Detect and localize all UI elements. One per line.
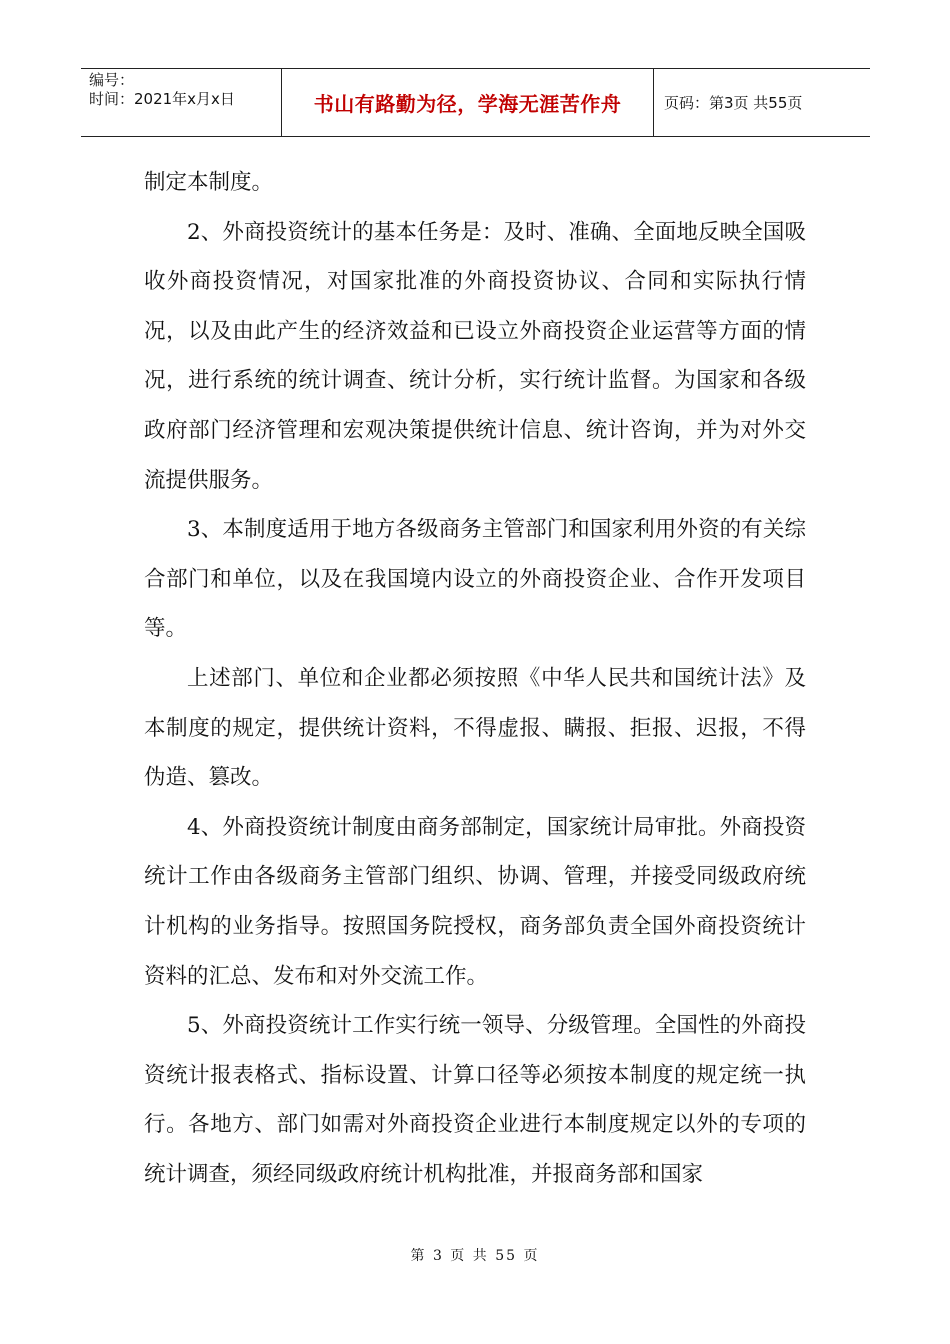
paragraph: 上述部门、单位和企业都必须按照《中华人民共和国统计法》及本制度的规定，提供统计资料，不得虚报、瞒报、拒报、迟报，不得伪造、篡改。 (144, 665, 806, 791)
paragraph: 3、本制度适用于地方各级商务主管部门和国家利用外资的有关综合部门和单位，以及在我国境内设立的外商投资企业、合作开发项目等。 (144, 517, 806, 642)
header-motto: 书山有路勤为径，学海无涯苦作舟 (282, 69, 654, 136)
document-header (81, 68, 870, 137)
document-body (144, 158, 806, 1199)
document-date: 时间：2021年x月x日 (89, 90, 235, 108)
header-page-info: 页码：第3页 共55页 (664, 94, 803, 112)
paragraph: 制定本制度。 (144, 170, 274, 195)
paragraph: 4、外商投资统计制度由商务部制定，国家统计局审批。外商投资统计工作由各级商务主管部门组织、协调、管理，并接受同级政府统计机构的业务指导。按照国务院授权，商务部负责全国外商投资统计资料的汇总、发布和对外交流工作。 (144, 814, 806, 989)
paragraph: 5、外商投资统计工作实行统一领导、分级管理。全国性的外商投资统计报表格式、指标设置、计算口径等必须按本制度的规定统一执行。各地方、部门如需对外商投资企业进行本制度规定以外的专项的统计调查，须经同级政府统计机构批准，并报商务部和国家 (144, 1013, 806, 1187)
document-number-label: 编号： (89, 71, 135, 89)
page-footer: 第 3 页 共 55 页 (410, 1248, 540, 1264)
paragraph: 2、外商投资统计的基本任务是：及时、准确、全面地反映全国吸收外商投资情况，对国家批准的外商投资协议、合同和实际执行情况，以及由此产生的经济效益和已设立外商投资企业运营等方面的情况，进行系统的统计调查、统计分析，实行统计监督。为国家和各级政府部门经济管理和宏观决策提供统计信息、统计咨询，并为对外交流提供服务。 (144, 219, 806, 493)
header-meta (81, 69, 282, 136)
